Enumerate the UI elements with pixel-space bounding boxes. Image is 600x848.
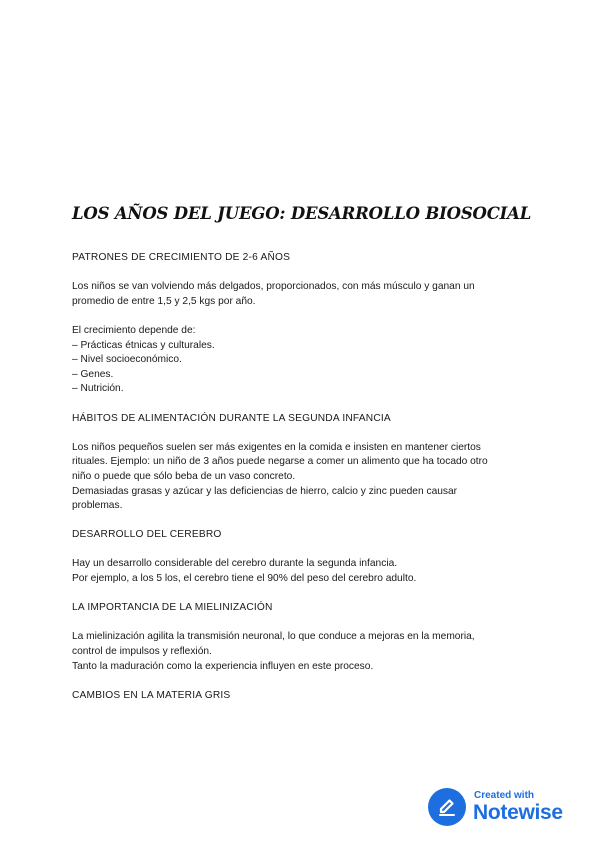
paragraph (72, 280, 532, 309)
section-heading: CAMBIOS EN LA MATERIA GRIS (72, 689, 231, 701)
watermark-created-with: Created with (474, 790, 535, 801)
section-heading: HÁBITOS DE ALIMENTACIÓN DURANTE LA SEGUNDA INFANCIA (72, 412, 391, 424)
list-item: – Prácticas étnicas y culturales. (72, 339, 215, 351)
paragraph (72, 557, 532, 586)
text-line: rituales. Ejemplo: un niño de 3 años puede negarse a comer un alimento que ha tocado otro (72, 456, 488, 468)
text-line: Tanto la maduración como la experiencia influyen en este proceso. (72, 660, 374, 672)
text-line: problemas. (72, 500, 123, 512)
document-body (72, 251, 532, 703)
text-line: Por ejemplo, a los 5 los, el cerebro tiene el 90% del peso del cerebro adulto. (72, 573, 417, 585)
watermark-brand: Notewise (473, 801, 563, 824)
text-line: La mielinización agilita la transmisión neuronal, lo que conduce a mejoras en la memoria, (72, 631, 475, 643)
text-line: Demasiadas grasas y azúcar y las deficiencias de hierro, calcio y zinc pueden causar (72, 485, 458, 497)
paragraph (72, 441, 532, 514)
list-item: – Nutrición. (72, 383, 124, 395)
pencil-icon (428, 788, 466, 826)
page-title: LOS AÑOS DEL JUEGO: DESARROLLO BIOSOCIAL (72, 204, 532, 223)
text-line: niño o puede que sólo beba de un vaso concreto. (72, 470, 296, 482)
list-item: – Nivel socioeconómico. (72, 354, 182, 366)
text-line: El crecimiento depende de: (72, 324, 196, 336)
section-heading: LA IMPORTANCIA DE LA MIELINIZACIÓN (72, 602, 273, 614)
text-line: promedio de entre 1,5 y 2,5 kgs por año. (72, 295, 256, 307)
text-line: Los niños pequeños suelen ser más exigentes en la comida e insisten en mantener ciertos (72, 441, 481, 453)
text-line: control de impulsos y reflexión. (72, 646, 212, 658)
section-heading: PATRONES DE CRECIMIENTO DE 2-6 AÑOS (72, 252, 291, 263)
section-heading: DESARROLLO DEL CEREBRO (72, 529, 222, 541)
list-item: – Genes. (72, 368, 114, 380)
paragraph (72, 630, 532, 674)
text-line: Los niños se van volviendo más delgados, proporcionados, con más músculo y ganan un (72, 281, 475, 293)
paragraph (72, 324, 532, 397)
text-line: Hay un desarrollo considerable del cerebro durante la segunda infancia. (72, 558, 398, 570)
notewise-watermark (428, 786, 588, 826)
